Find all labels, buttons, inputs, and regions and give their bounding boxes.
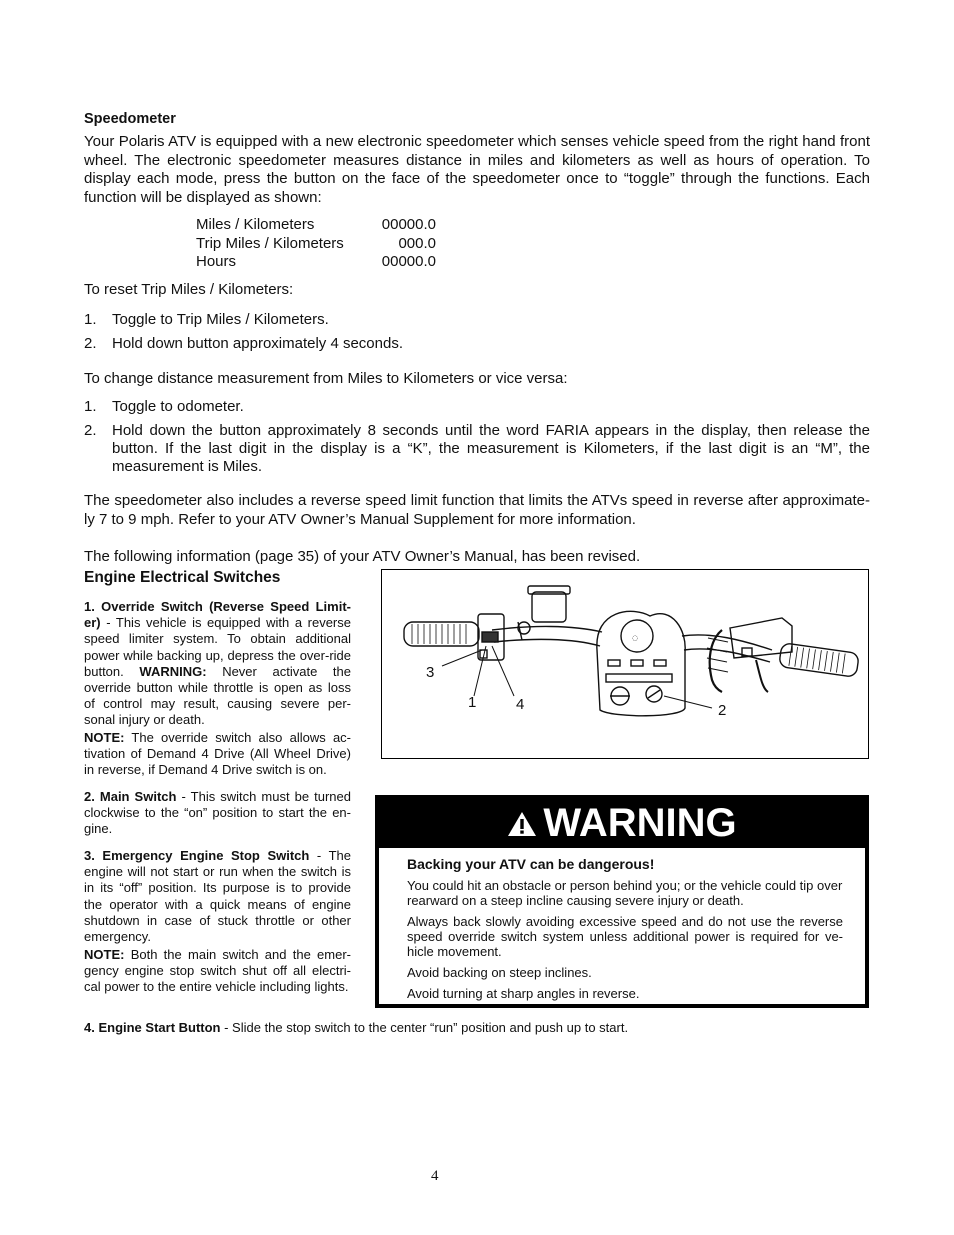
mode-value: 000.0 <box>398 234 436 252</box>
warning-paragraph: Avoid backing on steep inclines. <box>407 965 592 980</box>
note-text: Both the main switch and the emer-gency engine stop switch shut off all electri-cal power to the entire vehicle including lights. <box>84 947 351 995</box>
list-text: Toggle to odometer. <box>112 398 244 415</box>
mode-value: 00000.0 <box>381 216 436 233</box>
list-item <box>84 398 870 416</box>
page-number: 4 <box>431 1168 439 1184</box>
callout-label: 4 <box>516 696 525 713</box>
list-number: 2. <box>84 335 97 352</box>
speedometer-modes-table <box>196 216 436 272</box>
mode-label: Miles / Kilometers <box>196 216 315 233</box>
list-text: Hold down the button approximately 8 seconds until the word FARIA appears in the display, then release the button. If the last digit in the display is a “K”, the measurement is Kilometers, if the last digit is an “M”, the measurement is Miles. <box>112 422 870 475</box>
main-switch-text: - This switch must be turned clockwise to the “on” position to start the en-gine. <box>84 789 352 837</box>
warning-body <box>379 848 865 1001</box>
warning-header <box>379 799 865 848</box>
reverse-note: The speedometer also includes a reverse speed limit function that limits the ATVs speed in reverse after approximate-ly 7 to 9 mph. Refer to your ATV Owner’s Manual Supplement for more information. <box>84 492 870 528</box>
warning-triangle-icon <box>507 810 537 838</box>
mode-row <box>196 253 436 272</box>
list-item <box>84 311 870 329</box>
mode-label: Hours <box>196 253 237 270</box>
speedometer-heading: Speedometer <box>84 111 176 127</box>
note-label: NOTE: <box>84 947 125 962</box>
list-number: 1. <box>84 311 97 328</box>
list-text: Toggle to Trip Miles / Kilometers. <box>112 311 329 328</box>
main-switch-paragraph <box>84 789 351 838</box>
handlebar-figure <box>381 569 869 759</box>
mode-label: Trip Miles / Kilometers <box>196 234 344 252</box>
handlebar-illustration <box>382 570 868 758</box>
reset-intro: To reset Trip Miles / Kilometers: <box>84 281 294 298</box>
list-number: 2. <box>84 422 97 439</box>
mode-value: 00000.0 <box>381 253 436 270</box>
list-text: Hold down button approximately 4 seconds. <box>112 335 404 352</box>
switches-heading: Engine Electrical Switches <box>84 569 281 586</box>
mode-row <box>196 216 436 235</box>
revised-note: The following information (page 35) of your ATV Owner’s Manual, has been revised. <box>84 548 641 565</box>
note-label: NOTE: <box>84 730 125 745</box>
list-number: 1. <box>84 398 97 415</box>
stop-note-paragraph <box>84 947 351 996</box>
list-item <box>84 422 870 476</box>
start-button-paragraph <box>84 1020 874 1036</box>
override-note-paragraph <box>84 730 351 779</box>
callout-label: 3 <box>426 664 435 681</box>
note-text: The override switch also allows ac-tivation of Demand 4 Drive (All Wheel Drive) in reverse, if Demand 4 Drive switch is on. <box>84 730 351 778</box>
warning-box <box>375 795 869 1008</box>
start-button-title: 4. Engine Start Button <box>84 1020 221 1035</box>
list-item <box>84 335 870 353</box>
warning-title: WARNING <box>543 801 737 845</box>
stop-switch-text: - The engine will not start or run when the switch is in its “off” position. Its purpose is to provide the operator with a quick means of engine shutdown in case of stuck throttle or other emergency. <box>84 848 352 945</box>
start-button-text: - Slide the stop switch to the center “run” position and push up to start. <box>220 1020 629 1035</box>
mode-row <box>196 235 436 254</box>
override-warning-label: WARNING: <box>139 663 207 679</box>
warning-paragraph: You could hit an obstacle or person behind you; or the vehicle could tip over rearward on a steep incline causing severe injury or death. <box>407 878 843 908</box>
callout-label: 1 <box>468 694 477 711</box>
override-switch-paragraph <box>84 599 351 729</box>
stop-switch-title: 3. Emergency Engine Stop Switch <box>84 848 310 863</box>
stop-switch-paragraph <box>84 848 351 945</box>
override-switch-text-b: Never activate the override button while throttle is open as loss of control may result, causing severe per-sonal injury or death. <box>84 663 351 728</box>
callout-label: 2 <box>718 702 727 719</box>
warning-heading: Backing your ATV can be dangerous! <box>407 856 655 872</box>
speedometer-intro: Your Polaris ATV is equipped with a new electronic speedometer which senses vehicle speed from the right hand front wheel. The electronic speedometer measures distance in miles and kilometers as well as hours of operation. To display each mode, press the button on the face of the speedometer once to “toggle” through the functions. Each function will be displayed as shown: <box>84 133 870 206</box>
warning-paragraph: Always back slowly avoiding excessive speed and do not use the reverse speed override switch system unless additional power is required for ve-hicle movement. <box>407 914 843 959</box>
main-switch-title: 2. Main Switch <box>84 789 177 804</box>
svg-text:◌: ◌ <box>632 634 639 642</box>
change-intro: To change distance measurement from Miles to Kilometers or vice versa: <box>84 370 568 387</box>
override-switch-title: 1. Override Switch (Reverse Speed Limit-er) <box>84 599 351 631</box>
override-switch-text-a: - This vehicle is equipped with a reverse speed limiter system. To obtain additional power while backing up, depress the over-ride button. <box>84 615 351 679</box>
warning-paragraph: Avoid turning at sharp angles in reverse. <box>407 986 640 1001</box>
